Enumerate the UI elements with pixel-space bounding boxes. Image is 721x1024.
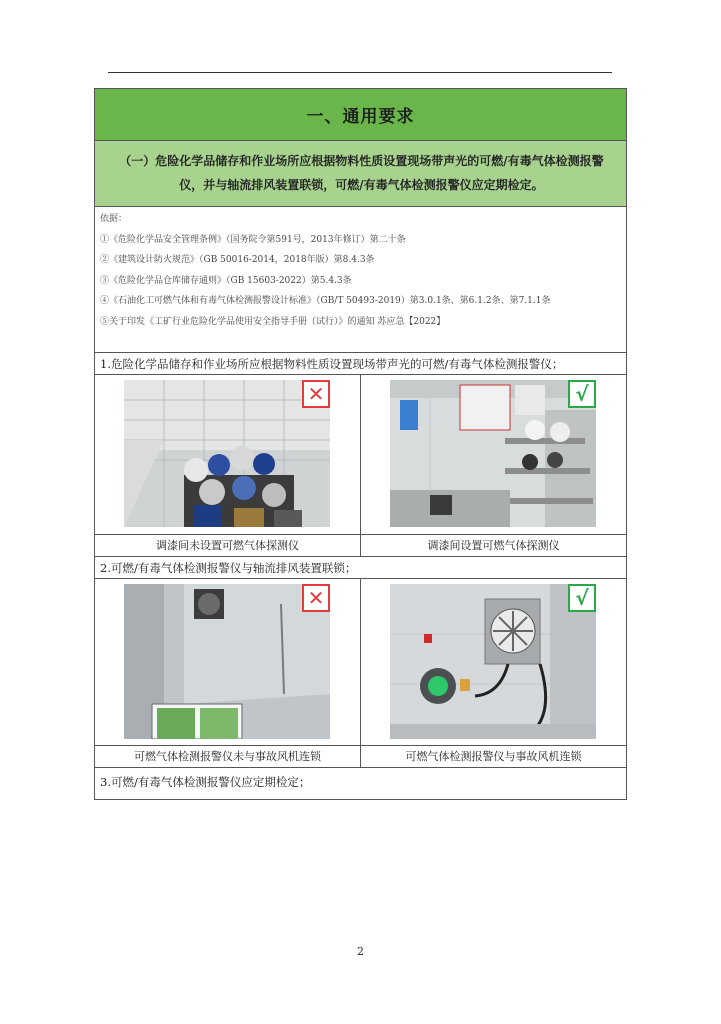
basis-item-5: ⑤关于印发《工矿行业危险化学品使用安全指导手册（试行）》的通知 苏应急【2022】 [100, 316, 446, 327]
item-3-row [95, 768, 626, 798]
header-rule [108, 72, 612, 73]
basis-item-4: ④《石油化工可燃气体和有毒气体检测报警设计标准》（GB/T 50493-2019）第3.0.1条、第6.1.2条、第7.1.1条 [100, 296, 551, 306]
section-title: 一、通用要求 [306, 107, 415, 127]
requirements-table [94, 88, 627, 800]
item-2-row [95, 557, 626, 579]
basis-item-1: ①《危险化学品安全管理条例》（国务院令第591号，2013年修订）第二十条 [100, 234, 406, 245]
photo-fan-with-interlock [390, 584, 596, 739]
check-mark-icon-2: √ [568, 584, 596, 612]
basis-label: 依据： [100, 214, 128, 224]
item-1-image-row [95, 375, 626, 535]
requirement-line-1: （一）危险化学品储存和作业场所应根据物料性质设置现场带声光的可燃/有毒气体检测报警 [119, 154, 604, 168]
item-1-caption-row [95, 535, 626, 557]
basis-item-3: ③《危险化学品仓库储存通则》（GB 15603-2022）第5.4.3条 [100, 275, 352, 286]
item-1-good-caption: 调漆间设置可燃气体探测仪 [427, 539, 560, 552]
basis-item-2: ②《建筑设计防火规范》（GB 50016-2014，2018年版）第8.4.3条 [100, 255, 375, 265]
requirement-line-2: 仪，并与轴流排风装置联锁，可燃/有毒气体检测报警仪应定期检定。 [179, 178, 544, 192]
check-mark-icon: √ [568, 380, 596, 408]
section-title-row [95, 89, 626, 141]
item-3-text: 3.可燃/有毒气体检测报警仪应定期检定； [100, 775, 311, 789]
photo-paint-room-with-detector [390, 380, 596, 527]
basis-row [95, 207, 626, 353]
item-1-row [95, 353, 626, 375]
page-number: 2 [357, 945, 364, 958]
photo-fan-no-interlock [124, 584, 330, 739]
cross-mark-icon: ✕ [302, 380, 330, 408]
requirement-row [95, 141, 626, 207]
item-1-text: 1.危险化学品储存和作业场所应根据物料性质设置现场带声光的可燃/有毒气体检测报警仪； [100, 357, 564, 371]
item-2-bad-caption: 可燃气体检测报警仪未与事故风机连锁 [134, 750, 321, 763]
item-2-image-row [95, 579, 626, 746]
item-1-bad-caption: 调漆间未设置可燃气体探测仪 [156, 539, 299, 552]
item-2-good-caption: 可燃气体检测报警仪与事故风机连锁 [405, 750, 582, 763]
item-2-caption-row [95, 746, 626, 768]
cross-mark-icon-2: ✕ [302, 584, 330, 612]
photo-paint-room-no-detector [124, 380, 330, 527]
item-2-text: 2.可燃/有毒气体检测报警仪与轴流排风装置联锁； [100, 561, 357, 575]
